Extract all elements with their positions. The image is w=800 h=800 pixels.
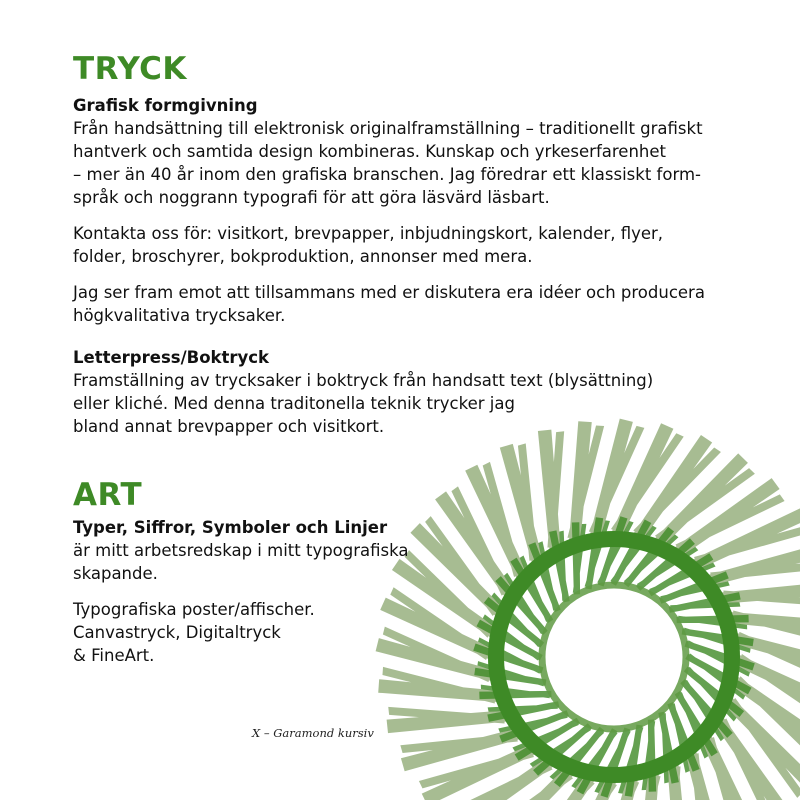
paragraph-outlook — [73, 281, 753, 327]
text-line: Framställning av trycksaker i boktryck från handsatt text (blysättning) — [73, 371, 654, 390]
subheading-letterpress: Letterpress/Boktryck — [73, 348, 270, 367]
x-glyph-shape — [618, 723, 644, 797]
subheading-grafisk-formgivning: Grafisk formgivning — [73, 96, 258, 115]
text-line: eller kliché. Med denna traditonella teknik trycker jag — [73, 394, 515, 413]
text-line: skapande. — [73, 564, 158, 583]
text-line: högkvalitativa trycksaker. — [73, 306, 286, 325]
text-line: bland annat brevpapper och visitkort. — [73, 417, 385, 436]
paragraph-letterpress — [73, 369, 753, 438]
text-line: Jag ser fram emot att tillsammans med er diskutera era idéer och producera — [73, 283, 705, 302]
text-line: folder, broschyrer, bokproduktion, annonser med mera. — [73, 247, 533, 266]
paragraph-contact — [73, 222, 753, 268]
heading-tryck: TRYCK — [73, 51, 187, 87]
paragraph-intro — [73, 117, 753, 209]
caption-garamond: X – Garamond kursiv — [252, 726, 374, 740]
heading-art: ART — [73, 477, 143, 513]
text-line: språk och noggrann typografi för att göra läsvärd läsbart. — [73, 188, 550, 207]
paragraph-art-intro — [73, 539, 753, 585]
text-line: är mitt arbetsredskap i mitt typografiska — [73, 541, 409, 560]
text-line: Canvastryck, Digitaltryck — [73, 623, 281, 642]
subheading-typer-siffror: Typer, Siffror, Symboler och Linjer — [73, 518, 388, 537]
text-line: Från handsättning till elektronisk originalframställning – traditionellt grafiskt — [73, 119, 703, 138]
text-line: hantverk och samtida design kombineras. Kunskap och yrkeserfarenhet — [73, 142, 666, 161]
text-line: & FineArt. — [73, 646, 155, 665]
text-column — [73, 50, 753, 667]
text-line: Typografiska poster/affischer. — [73, 600, 315, 619]
paragraph-art-products — [73, 598, 753, 667]
text-line: – mer än 40 år inom den grafiska branschen. Jag föredrar ett klassiskt form- — [73, 165, 701, 184]
text-line: Kontakta oss för: visitkort, brevpapper, inbjudningskort, kalender, flyer, — [73, 224, 664, 243]
